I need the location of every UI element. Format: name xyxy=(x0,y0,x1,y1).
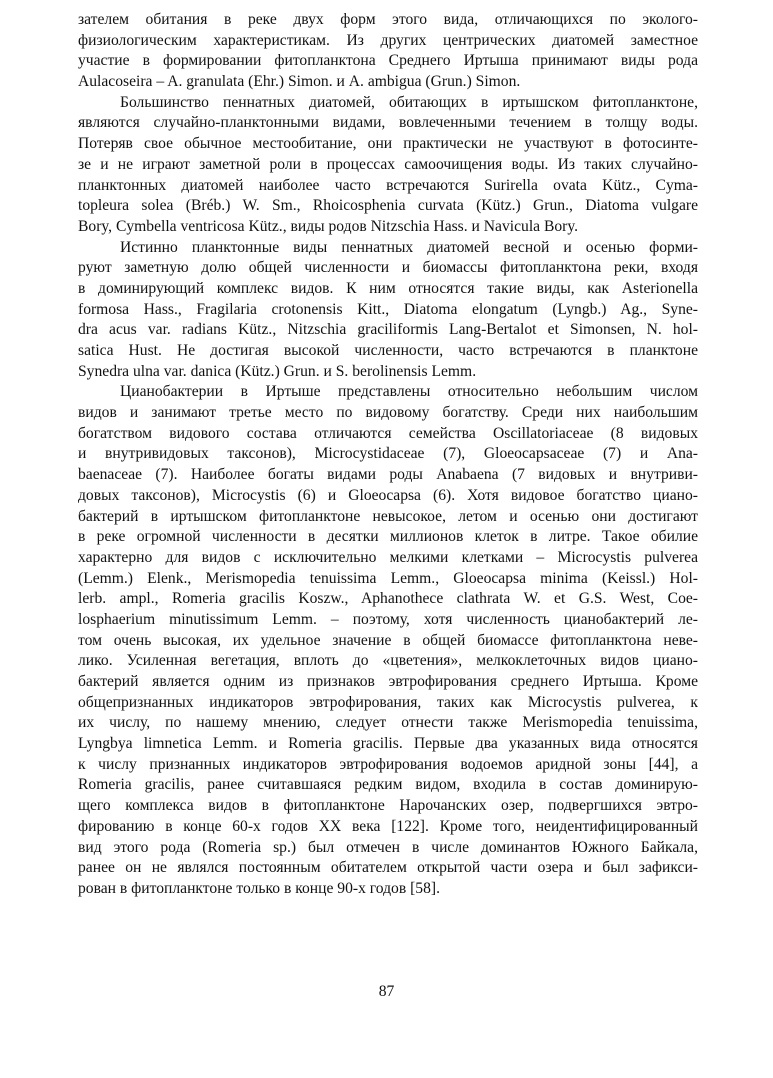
text-line: и внутривидовых таксонов), Microcystidaceae (7), Gloeocapsaceae (7) и Ana- xyxy=(78,445,698,463)
text-line: бактерий в иртышском фитопланктоне невысокое, летом и осенью они достигают xyxy=(78,507,698,525)
paragraph-4 xyxy=(78,382,698,899)
text-line: бактерий является одним из признаков эвтрофирования среднего Иртыша. Кроме xyxy=(78,673,698,690)
text-line: ранее он не являлся постоянным обитателем открытой части озера и был зафикси- xyxy=(78,859,698,877)
text-line: являются случайно-планктонными видами, вовлеченными течением в толщу воды. xyxy=(78,114,698,132)
text-line: Lyngbya limnetica Lemm. и Romeria gracilis. Первые два указанных вида относятся xyxy=(78,735,698,753)
text-line: lerb. ampl., Romeria gracilis Koszw., Aphanothece clathrata W. et G.S. West, Coe- xyxy=(78,590,698,608)
text-line: (Lemm.) Elenk., Merismopedia tenuissima Lemm., Gloeocapsa minima (Keissl.) Hol- xyxy=(78,569,698,587)
text-line: вид этого рода (Romeria sp.) был отмечен в числе доминантов Южного Байкала, xyxy=(78,838,698,856)
text-line: dra acus var. radians Kütz., Nitzschia graciliformis Lang-Bertalot et Simonsen, N. hol- xyxy=(78,321,698,339)
text-line: Synedra ulna var. danica (Kütz.) Grun. и S. berolinensis Lemm. xyxy=(78,362,477,380)
text-line: руют заметную долю общей численности и биомассы фитопланктона реки, входя xyxy=(78,259,698,277)
text-line: Aulacoseira – A. granulata (Ehr.) Simon. и A. ambigua (Grun.) Simon. xyxy=(78,73,521,91)
text-line: к числу признанных индикаторов эвтрофирования водоемов аридной зоны [44], а xyxy=(78,755,698,773)
text-line: зателем обитания в реке двух форм этого вида, отличающихся по эколого- xyxy=(78,11,698,28)
text-line: Истинно планктонные виды пеннатных диатомей весной и осенью форми- xyxy=(120,238,698,256)
text-line: их числу, по нашему мнению, следует отнести также Merismopedia tenuissima, xyxy=(78,714,698,732)
paragraph-2 xyxy=(78,93,698,238)
text-line: в реке огромной численности в десятки миллионов клеток в литре. Такое обилие xyxy=(78,528,698,546)
page-number: 87 xyxy=(378,983,395,1000)
text-line: щего комплекса видов в фитопланктоне Нарочанских озер, подвергшихся эвтро- xyxy=(78,797,698,815)
text-line: физиологическим характеристикам. Из других центрических диатомей заместное xyxy=(78,31,698,49)
text-line: лико. Усиленная вегетация, вплоть до «цветения», мелкоклеточных видов циано- xyxy=(78,652,698,670)
text-line: рован в фитопланктоне только в конце 90-х годов [58]. xyxy=(78,879,440,897)
paragraph-1 xyxy=(78,10,698,93)
text-line: довых таксонов), Microcystis (6) и Gloeocapsa (6). Хотя видовое богатство циано- xyxy=(78,486,698,504)
text-line: характерно для видов с исключительно мелкими клетками – Microcystis pulverea xyxy=(78,548,698,566)
text-line: видов и занимают третье место по видовому богатству. Среди них наибольшим xyxy=(78,404,698,422)
text-line: в доминирующий комплекс видов. К ним относятся такие виды, как Asterionella xyxy=(78,279,698,297)
text-line: планктонных диатомей наиболее часто встречаются Surirella ovata Kütz., Cyma- xyxy=(78,176,698,194)
text-line: formosa Hass., Fragilaria crotonensis Kitt., Diatoma elongatum (Lyngb.) Ag., Syne- xyxy=(78,300,698,318)
text-line: Цианобактерии в Иртыше представлены относительно небольшим числом xyxy=(120,383,698,401)
text-line: Bory, Cymbella ventricosa Kütz., виды родов Nitzschia Hass. и Navicula Bory. xyxy=(78,217,579,235)
text-line: зе и не играют заметной роли в процессах самоочищения воды. Из таких случайно- xyxy=(78,155,698,173)
text-line: участие в формировании фитопланктона Среднего Иртыша принимают виды рода xyxy=(78,52,698,70)
text-line: Большинство пеннатных диатомей, обитающих в иртышском фитопланктоне, xyxy=(120,93,698,111)
text-line: богатством видового состава отличаются семейства Oscillatoriaceae (8 видовых xyxy=(78,424,698,442)
text-line: satica Hust. Не достигая высокой численности, часто встречаются в планктоне xyxy=(78,342,698,359)
text-line: том очень высокая, их удельное значение в общей биомассе фитопланктона неве- xyxy=(78,631,698,649)
text-line: общепризнанных индикаторов эвтрофирования, таких как Microcystis pulverea, к xyxy=(78,693,698,711)
text-line: фированию в конце 60-х годов XX века [122]. Кроме того, неидентифицированный xyxy=(78,817,698,835)
text-line: Потеряв свое обычное местообитание, они практически не участвуют в фотосинте- xyxy=(78,135,698,153)
text-line: losphaerium minutissimum Lemm. – поэтому, хотя численность цианобактерий ле- xyxy=(78,610,698,628)
document-page xyxy=(78,10,698,900)
text-line: topleura solea (Bréb.) W. Sm., Rhoicosphenia curvata (Kütz.) Grun., Diatoma vulgare xyxy=(78,197,698,215)
text-line: Romeria gracilis, ранее считавшаяся редким видом, входила в состав доминирую- xyxy=(78,776,698,794)
text-line: baenaceae (7). Наиболее богаты видами роды Anabaena (7 видовых и внутриви- xyxy=(78,466,698,484)
paragraph-3 xyxy=(78,238,698,383)
